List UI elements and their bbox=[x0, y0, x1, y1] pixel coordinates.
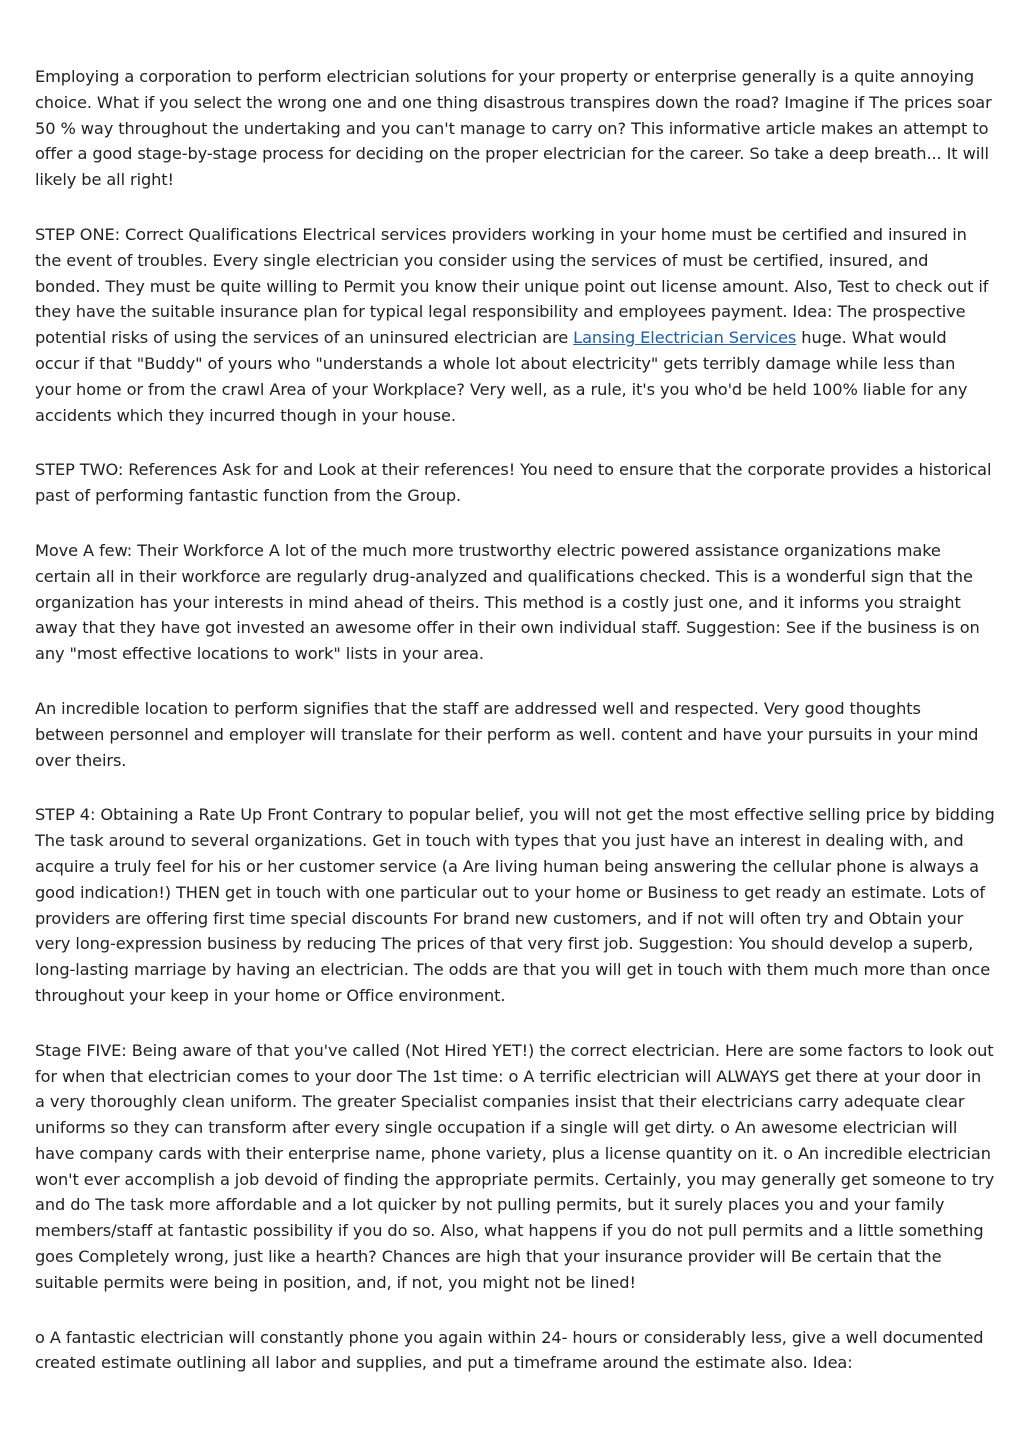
paragraph-step-one bbox=[35, 222, 995, 428]
paragraph-intro: Employing a corporation to perform electrician solutions for your property or enterprise generally is a quite annoying choice. What if you select the wrong one and one thing disastrous transpires down the road? Imagine if The prices soar 50 % way throughout the undertaking and you can't manage to carry on? This informative article makes an attempt to offer a good stage-by-stage process for deciding on the proper electrician for the career. So take a deep breath... It will likely be all right! bbox=[35, 67, 992, 190]
paragraph-callback: o A fantastic electrician will constantly phone you again within 24- hours or considerably less, give a well documented created estimate outlining all labor and supplies, and put a timeframe around the estimate also. Idea: bbox=[35, 1327, 984, 1373]
document-body bbox=[35, 64, 995, 1405]
paragraph-step-three: Move A few: Their Workforce A lot of the much more trustworthy electric powered assistance organizations make certain all in their workforce are regularly drug-analyzed and qualifications checked. This is a wonderful sign that the organization has your interests in mind ahead of theirs. This method is a costly just one, and it informs you straight away that they have got invested an awesome offer in their own individual staff. Suggestion: See if the business is on any "most effective locations to work" lists in your area. bbox=[35, 540, 980, 664]
lansing-electrician-services-link[interactable]: Lansing Electrician Services bbox=[573, 328, 797, 348]
paragraph-step-four: STEP 4: Obtaining a Rate Up Front Contrary to popular belief, you will not get the most effective selling price by bidding The task around to several organizations. Get in touch with types that you just have an interest in dealing with, and acquire a truly feel for his or her customer service (a Are living human being answering the cellular phone is always a good indication!) THEN get in touch with one particular out to your home or Business to get ready an estimate. Lots of providers are offering first time special discounts For brand new customers, and if not will often try and Obtain your very long-expression business by reducing The prices of that very first job. Suggestion: You should develop a superb, long-lasting marriage by having an electrician. The odds are that you will get in touch with them much more than once throughout your keep in your home or Office environment. bbox=[35, 805, 995, 1005]
paragraph-step-one-text-after: huge. What would occur if that "Buddy" of yours who "understands a whole lot about electricity" gets terribly damage while less than your home or from the crawl Area of your Workplace? Very well, as a rule, it's you who'd be held 100% liable for any accidents which they incurred though in your house. bbox=[35, 328, 968, 425]
paragraph-step-five: Stage FIVE: Being aware of that you've called (Not Hired YET!) the correct electrician. Here are some factors to look out for when that electrician comes to your door The 1st time: o A terrific electrician will ALWAYS get there at your door in a very thoroughly clean uniform. The greater Specialist companies insist that their electricians carry adequate clear uniforms so they can transform after every single occupation if a single will get dirty. o An awesome electrician will have company cards with their enterprise name, phone variety, plus a license quantity on it. o An incredible electrician won't ever accomplish a job devoid of finding the appropriate permits. Certainly, you may generally get someone to try and do The task more affordable and a lot quicker by not pulling permits, but it surely places you and your family members/staff at fantastic possibility if you do so. Also, what happens if you do not pull permits and a little something goes Completely wrong, just like a hearth? Chances are high that your insurance provider will Be certain that the suitable permits were being in position, and, if not, you might not be lined! bbox=[35, 1040, 995, 1292]
paragraph-workplace: An incredible location to perform signifies that the staff are addressed well and respected. Very good thoughts between personnel and employer will translate for their perform as well. content and have your pursuits in your mind over theirs. bbox=[35, 698, 979, 770]
paragraph-step-one-text-before: STEP ONE: Correct Qualifications Electrical services providers working in your home must be certified and insured in the event of troubles. Every single electrician you consider using the services of must be certified, insured, and bonded. They must be quite willing to Permit you know their unique point out license amount. Also, Test to check out if they have the suitable insurance plan for typical legal responsibility and employees payment. Idea: The prospective potential risks of using the services of an uninsured electrician are bbox=[35, 224, 989, 348]
paragraph-step-two: STEP TWO: References Ask for and Look at their references! You need to ensure that the corporate provides a historical past of performing fantastic function from the Group. bbox=[35, 460, 992, 506]
